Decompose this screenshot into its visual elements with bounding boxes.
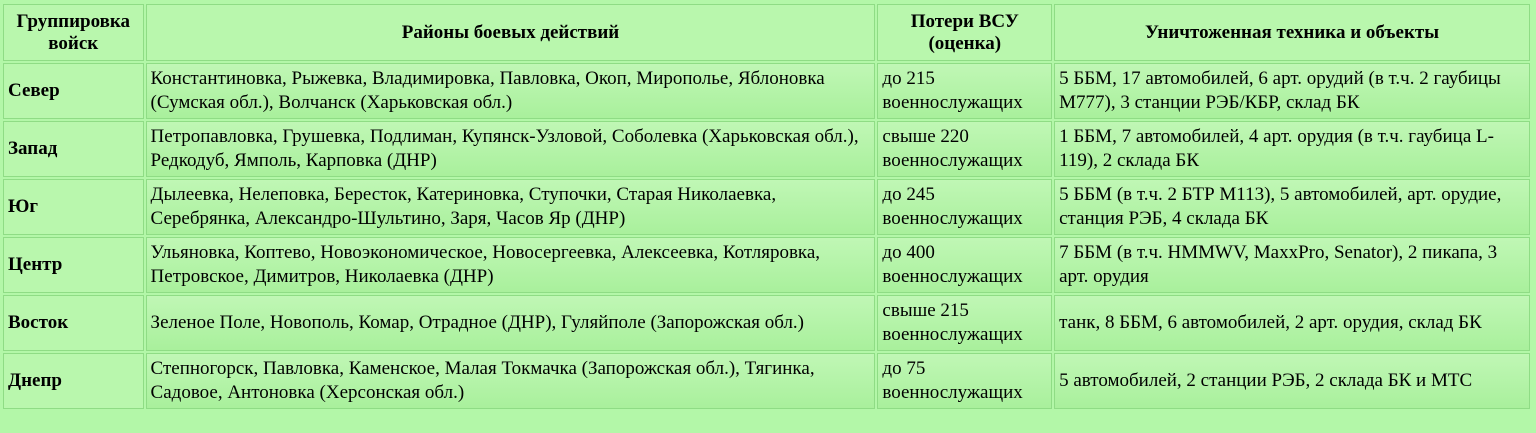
header-group: Группировка войск [3,4,144,61]
group-cell: Восток [3,295,144,351]
header-losses: Потери ВСУ (оценка) [877,4,1052,61]
losses-cell: свыше 220 военнослужащих [877,121,1052,177]
group-cell: Юг [3,179,144,235]
areas-cell: Зеленое Поле, Новополь, Комар, Отрадное (ДНР), Гуляйполе (Запорожская обл.) [146,295,876,351]
losses-cell: до 215 военнослужащих [877,63,1052,119]
areas-cell: Степногорск, Павловка, Каменское, Малая Токмачка (Запорожская обл.), Тягинка, Садовое, Антоновка (Херсонская обл.) [146,353,876,409]
table-row [3,353,1530,409]
destroyed-cell: танк, 8 ББМ, 6 автомобилей, 2 арт. орудия, склад БК [1054,295,1530,351]
areas-cell: Ульяновка, Коптево, Новоэкономическое, Новосергеевка, Алексеевка, Котляровка, Петровское, Димитров, Николаевка (ДНР) [146,237,876,293]
table-row [3,179,1530,235]
table-body [3,63,1530,409]
table-row [3,295,1530,351]
group-cell: Север [3,63,144,119]
group-cell: Центр [3,237,144,293]
areas-cell: Петропавловка, Грушевка, Подлиман, Купянск-Узловой, Соболевка (Харьковская обл.), Редкодуб, Ямполь, Карповка (ДНР) [146,121,876,177]
table-row [3,121,1530,177]
destroyed-cell: 5 ББМ, 17 автомобилей, 6 арт. орудий (в т.ч. 2 гаубицы M777), 3 станции РЭБ/КБР, склад БК [1054,63,1530,119]
table-row [3,63,1530,119]
destroyed-cell: 5 автомобилей, 2 станции РЭБ, 2 склада БК и МТС [1054,353,1530,409]
table-row [3,237,1530,293]
areas-cell: Дылеевка, Нелеповка, Бересток, Катериновка, Ступочки, Старая Николаевка, Серебрянка, Александро-Шультино, Заря, Часов Яр (ДНР) [146,179,876,235]
losses-cell: до 245 военнослужащих [877,179,1052,235]
losses-cell: до 75 военнослужащих [877,353,1052,409]
group-cell: Запад [3,121,144,177]
losses-cell: до 400 военнослужащих [877,237,1052,293]
header-row [3,4,1530,61]
destroyed-cell: 7 ББМ (в т.ч. HMMWV, MaxxPro, Senator), 2 пикапа, 3 арт. орудия [1054,237,1530,293]
areas-cell: Константиновка, Рыжевка, Владимировка, Павловка, Окоп, Мирополье, Яблоновка (Сумская обл.), Волчанск (Харьковская обл.) [146,63,876,119]
table-header [3,4,1530,61]
group-cell: Днепр [3,353,144,409]
combat-summary-table [1,2,1532,411]
header-destroyed: Уничтоженная техника и объекты [1054,4,1530,61]
losses-cell: свыше 215 военнослужащих [877,295,1052,351]
destroyed-cell: 5 ББМ (в т.ч. 2 БТР M113), 5 автомобилей, арт. орудие, станция РЭБ, 4 склада БК [1054,179,1530,235]
header-areas: Районы боевых действий [146,4,876,61]
destroyed-cell: 1 ББМ, 7 автомобилей, 4 арт. орудия (в т.ч. гаубица L-119), 2 склада БК [1054,121,1530,177]
